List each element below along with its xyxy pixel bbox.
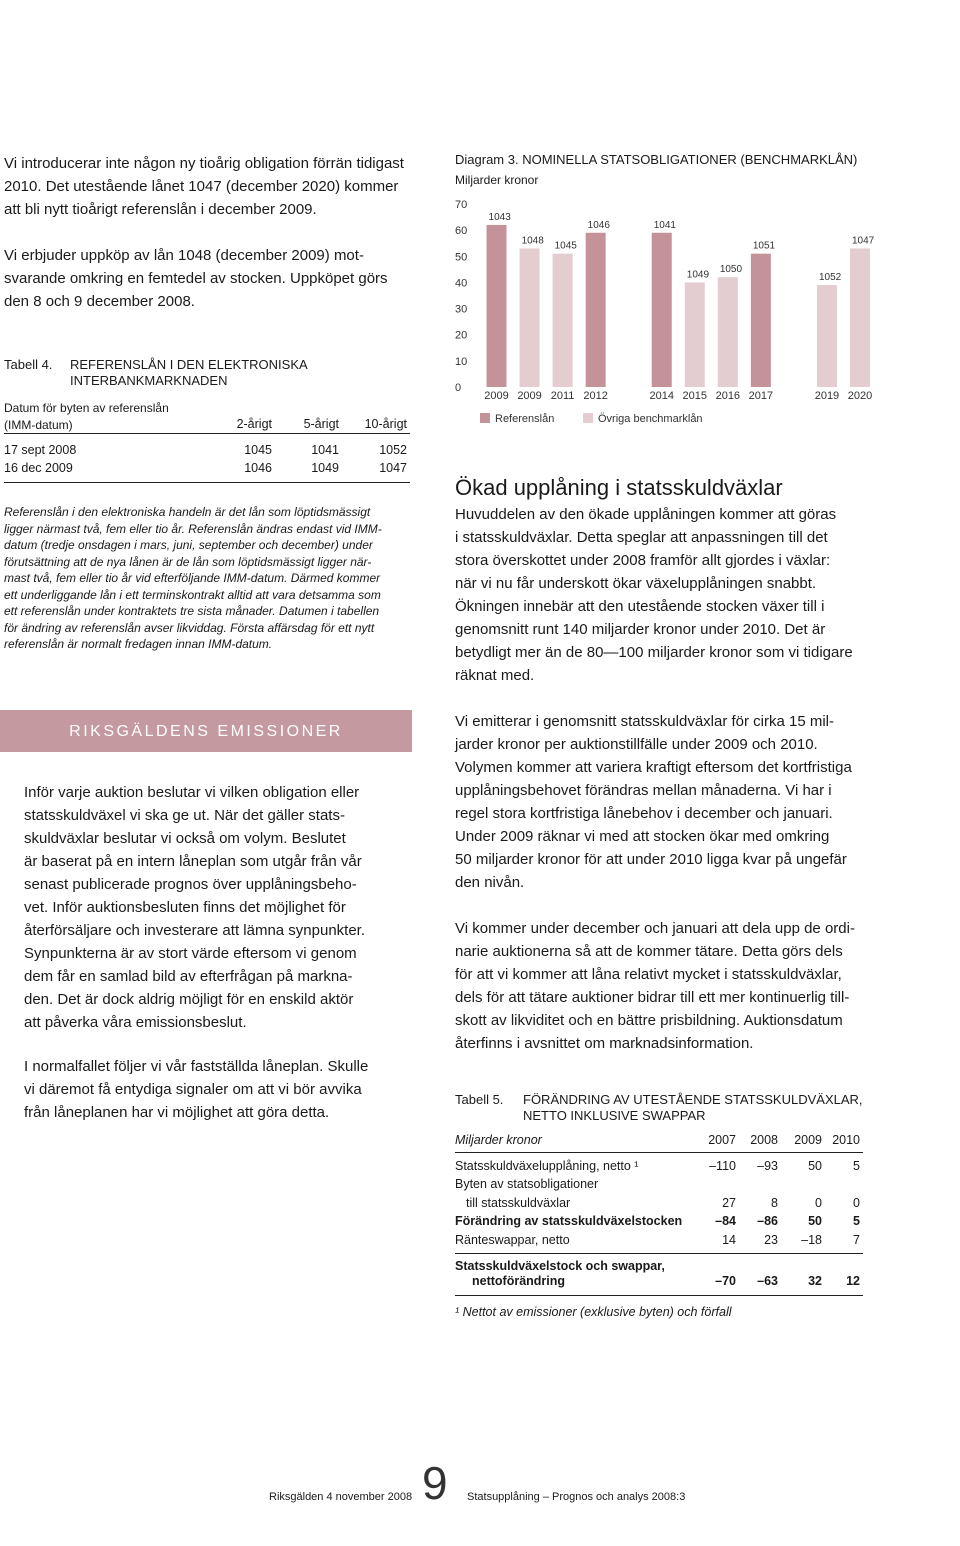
x-tick-label: 2017 xyxy=(748,390,774,402)
intro-paragraph-2 xyxy=(4,244,424,313)
text-line: återfinns i avsnittet om marknadsinformation. xyxy=(455,1035,754,1052)
bar xyxy=(520,248,540,387)
note-line: Referenslån i den elektroniska handeln är det lån som löptidsmässigt xyxy=(4,505,371,519)
table4-title-line: INTERBANKMARKNADEN xyxy=(70,373,228,388)
total-label-line: Statsskuldväxelstock och swappar, xyxy=(455,1259,665,1273)
y-tick-label: 40 xyxy=(455,277,468,290)
table5-footnote: ¹ Nettot av emissioner (exklusive byten) och förfall xyxy=(455,1305,732,1319)
y-tick-label: 70 xyxy=(455,199,468,211)
text-line: för att vi kommer att låna relativt mycket i statsskuldväxlar, xyxy=(455,966,842,983)
table5-cell: 50 xyxy=(808,1159,822,1173)
note-line: för ändring av referenslån avser likviddag. Första affärsdag för ett nytt xyxy=(4,620,375,635)
x-tick-label: 2012 xyxy=(583,390,608,402)
text-line: statsskuldväxel vi ska ge ut. När det gäller stats- xyxy=(24,807,345,824)
table4-cell: 1041 xyxy=(311,443,339,457)
y-tick-label: 30 xyxy=(455,303,468,316)
note-line: ligger närmast två, fem eller tio år. Referenslån ändras endast vid IMM- xyxy=(4,521,382,536)
text-line: dels för att tätare auktioner bidrar till ett mer kontinuerlig till- xyxy=(455,989,850,1006)
bar-label: 1052 xyxy=(818,272,842,284)
table5-row-label: Förändring av statsskuldväxelstocken xyxy=(455,1214,683,1228)
table4-title xyxy=(70,357,308,389)
text-line: skuldväxlar beslutar vi också om volym. Beslutet xyxy=(24,830,346,847)
diagram3-caption xyxy=(455,152,857,167)
text-line: Huvuddelen av den ökade upplåningen kommer att göras xyxy=(455,506,837,523)
page-number: 9 xyxy=(422,1457,448,1509)
text-line: i statsskuldväxlar. Detta speglar att anpassningen till det xyxy=(455,529,828,546)
table5-cell: 8 xyxy=(771,1196,778,1210)
y-tick-label: 50 xyxy=(455,251,468,264)
table4-cell: 1052 xyxy=(379,443,407,457)
text-line: genomsnitt runt 140 miljarder kronor under 2010. Det är xyxy=(455,621,826,638)
table4-header xyxy=(4,400,169,434)
table5-cell: 7 xyxy=(853,1233,860,1247)
table5-year: 2007 xyxy=(708,1133,736,1147)
table4-rule xyxy=(4,482,410,483)
bar xyxy=(817,285,837,387)
table4-col-header: 10-årigt xyxy=(364,417,407,431)
table5-total: 32 xyxy=(808,1274,822,1288)
bar-label: 1048 xyxy=(521,235,544,247)
table5-row-label: Statsskuldväxelupplåning, netto ¹ xyxy=(455,1159,639,1173)
bar-label: 1049 xyxy=(686,269,710,281)
table5-title-line: NETTO INKLUSIVE SWAPPAR xyxy=(523,1108,706,1123)
table5-rule xyxy=(455,1295,863,1296)
box-paragraph-1 xyxy=(24,781,414,1034)
bar-label: 1041 xyxy=(653,219,676,231)
table5-rule xyxy=(455,1152,863,1153)
x-tick-label: 2019 xyxy=(814,390,840,402)
table5-cell: –18 xyxy=(801,1233,822,1247)
table5-cell: 50 xyxy=(808,1214,822,1228)
text-line: den nivån. xyxy=(455,874,525,891)
text-line: I normalfallet följer vi vår fastställda låneplan. Skulle xyxy=(24,1058,369,1075)
text-line: 50 miljarder kronor för att under 2010 ligga kvar på ungefär xyxy=(455,851,847,868)
diagram3-label: Diagram 3. xyxy=(455,152,519,167)
note-line: ett referenslån under kontraktets tre sista månader. Datumen i tabellen xyxy=(4,604,380,618)
bar xyxy=(487,225,507,387)
bar-label: 1047 xyxy=(852,235,875,247)
y-tick-label: 60 xyxy=(455,225,468,238)
right-paragraph-2 xyxy=(455,710,875,894)
benchmark-bar-chart xyxy=(440,190,880,440)
text-line: regel stora kortfristiga lånebehov i december och januari. xyxy=(455,805,833,822)
bar-label: 1046 xyxy=(587,219,610,231)
table4-header-line: (IMM-datum) xyxy=(4,418,73,432)
text-line: räknat med. xyxy=(455,667,535,684)
table5-title xyxy=(523,1092,863,1124)
text-line: att bli nytt tioårigt referenslån i december 2009. xyxy=(4,201,317,218)
bar xyxy=(553,254,573,387)
table5-cell: 5 xyxy=(853,1159,860,1173)
table4-label: Tabell 4. xyxy=(4,357,53,372)
x-tick-label: 2015 xyxy=(682,390,708,402)
legend-swatch-other xyxy=(583,413,593,423)
text-line: 2010. Det utestående lånet 1047 (december 2020) kommer xyxy=(4,178,399,195)
section-heading: Ökad upplåning i statsskuldväxlar xyxy=(455,475,783,500)
table5-cell: 0 xyxy=(815,1196,822,1210)
table4-col-header: 2-årigt xyxy=(236,417,272,431)
x-tick-label: 2020 xyxy=(847,390,873,402)
table5-cell: 27 xyxy=(722,1196,736,1210)
table5-total: –70 xyxy=(715,1274,736,1288)
bar-label: 1051 xyxy=(752,240,776,252)
right-paragraph-3 xyxy=(455,917,875,1055)
bar xyxy=(652,233,672,387)
text-line: betydligt mer än de 80—100 miljarder kronor som vi tidigare xyxy=(455,644,853,661)
x-tick-label: 2014 xyxy=(649,390,674,402)
table5-cell: 0 xyxy=(853,1196,860,1210)
table5-row-label: Ränteswappar, netto xyxy=(455,1233,570,1247)
intro-paragraph-1 xyxy=(4,152,424,221)
text-line: skott av likviditet och en bättre prisbildning. Auktionsdatum xyxy=(455,1012,843,1029)
text-line: återförsäljare och investerare att lämna synpunkter. xyxy=(24,922,366,939)
text-line: när vi nu får underskott ökar växelupplåningen snabbt. xyxy=(455,575,817,592)
legend-label-ref: Referenslån xyxy=(495,413,555,425)
y-tick-label: 10 xyxy=(455,355,468,368)
x-tick-label: 2011 xyxy=(550,390,575,402)
bar xyxy=(586,233,606,387)
legend-swatch-ref xyxy=(480,413,490,423)
text-line: den 8 och 9 december 2008. xyxy=(4,293,195,310)
table5-cell: 23 xyxy=(764,1233,778,1247)
x-tick-label: 2009 xyxy=(484,390,509,402)
table5-year: 2008 xyxy=(750,1133,778,1147)
y-tick-label: 0 xyxy=(455,382,462,394)
text-line: senast publicerade prognos över upplåningsbeho- xyxy=(24,876,357,893)
text-line: Ökningen innebär att den utestående stocken växer till i xyxy=(455,598,825,615)
table5-cell: –110 xyxy=(709,1159,736,1173)
bar xyxy=(685,282,705,387)
text-line: Volymen kommer att variera kraftigt eftersom det kortfristiga xyxy=(455,759,852,776)
bar xyxy=(718,277,738,387)
x-tick-label: 2009 xyxy=(517,390,542,402)
note-line: datum (tredje onsdagen i mars, juni, september och december) under xyxy=(4,538,373,552)
bar xyxy=(751,254,771,387)
table4-cell: 1046 xyxy=(244,461,272,475)
box-heading-banner xyxy=(0,710,412,752)
table5-total: –63 xyxy=(757,1274,778,1288)
table5-title-line: FÖRÄNDRING AV UTESTÅENDE STATSSKULDVÄXLAR, xyxy=(523,1092,863,1107)
text-line: vet. Inför auktionsbesluten finns det möjlighet för xyxy=(24,899,346,916)
table5-cell: 5 xyxy=(853,1214,860,1228)
table5-rule xyxy=(455,1253,863,1254)
note-line: förutsättning att de nya lånen är de lån som löptidsmässigt ligger när- xyxy=(4,554,372,569)
text-line: den. Det är dock aldrig möjligt för en enskild aktör xyxy=(24,991,354,1008)
box-heading: RIKSGÄLDENS EMISSIONER xyxy=(69,723,343,740)
table5-cell: –93 xyxy=(757,1159,778,1173)
text-line: Inför varje auktion beslutar vi vilken obligation eller xyxy=(24,784,360,801)
table4-row-date: 16 dec 2009 xyxy=(4,461,73,475)
note-line: referenslån är normalt fredagen innan IMM-datum. xyxy=(4,637,273,651)
table4-cell: 1045 xyxy=(244,443,272,457)
note-line: mast två, fem eller tio år vid efterföljande IMM-datum. Därmed kommer xyxy=(4,571,381,585)
text-line: svarande omkring en femtedel av stocken. Uppköpet görs xyxy=(4,270,388,287)
table4-rule xyxy=(4,433,410,434)
table4-col-header: 5-årigt xyxy=(303,417,339,431)
legend-label-other: Övriga benchmarklån xyxy=(598,413,703,425)
y-tick-label: 20 xyxy=(455,329,468,342)
table5-year: 2009 xyxy=(794,1133,822,1147)
table5-cell: –86 xyxy=(757,1214,778,1228)
text-line: vi däremot få entydiga signaler om att vi bör avvika xyxy=(24,1081,362,1098)
text-line: jarder kronor per auktionstillfälle under 2009 och 2010. xyxy=(455,736,818,753)
table4-note xyxy=(4,504,414,653)
table4-title-line: REFERENSLÅN I DEN ELEKTRONISKA xyxy=(70,357,308,372)
table5-label: Tabell 5. xyxy=(455,1092,504,1107)
right-paragraph-1 xyxy=(455,503,875,687)
text-line: Under 2009 räknar vi med att stocken ökar med omkring xyxy=(455,828,830,845)
table4-cell: 1047 xyxy=(379,461,407,475)
table5-total-label xyxy=(455,1259,665,1289)
note-line: ett underliggande lån i ett terminskontrakt alltid att vara detsamma som xyxy=(4,587,381,602)
text-line: narie auktionerna så att de kommer tätare. Detta görs dels xyxy=(455,943,843,960)
table5-row-label: till statsskuldväxlar xyxy=(466,1196,571,1210)
text-line: upplåningsbehovet förändras mellan månaderna. Vi har i xyxy=(455,782,832,799)
text-line: Vi erbjuder uppköp av lån 1048 (december 2009) mot- xyxy=(4,247,364,264)
footer-left: Riksgälden 4 november 2008 xyxy=(269,1491,413,1503)
table4-cell: 1049 xyxy=(311,461,339,475)
table5-cell: –84 xyxy=(715,1214,736,1228)
table4-header-line: Datum för byten av referenslån xyxy=(4,401,169,415)
diagram3-title: NOMINELLA STATSOBLIGATIONER (BENCHMARKLÅN) xyxy=(522,152,858,167)
bar-label: 1045 xyxy=(554,240,577,252)
text-line: dem får en samlad bild av efterfrågan på markna- xyxy=(24,968,353,985)
footer-right: Statsupplåning – Prognos och analys 2008:3 xyxy=(467,1491,686,1503)
total-label-line: nettoförändring xyxy=(472,1274,566,1288)
table5-total: 12 xyxy=(846,1274,860,1288)
text-line: Synpunkterna är av stort värde eftersom vi genom xyxy=(24,945,357,962)
text-line: Vi introducerar inte någon ny tioårig obligation förrän tidigast xyxy=(4,155,404,172)
text-line: att påverka våra emissionsbeslut. xyxy=(24,1014,247,1031)
table4-row-date: 17 sept 2008 xyxy=(4,443,77,457)
x-tick-label: 2016 xyxy=(715,390,741,402)
bar xyxy=(850,248,870,387)
bar-label: 1043 xyxy=(488,211,511,223)
text-line: Vi emitterar i genomsnitt statsskuldväxlar för cirka 15 mil- xyxy=(455,713,835,730)
table5-cell: 14 xyxy=(722,1233,736,1247)
table5-year: 2010 xyxy=(832,1133,860,1147)
text-line: från låneplanen har vi möjlighet att göra detta. xyxy=(24,1104,330,1121)
text-line: Vi kommer under december och januari att dela upp de ordi- xyxy=(455,920,855,937)
text-line: stora överskottet under 2008 framför allt gjordes i växlar: xyxy=(455,552,831,569)
table5-unit: Miljarder kronor xyxy=(455,1133,542,1147)
bar-label: 1050 xyxy=(719,264,743,276)
box-paragraph-2 xyxy=(24,1055,414,1124)
table5-row-label: Byten av statsobligationer xyxy=(455,1177,599,1191)
diagram3-subtitle: Miljarder kronor xyxy=(455,173,539,187)
text-line: är baserat på en intern låneplan som utgår från vår xyxy=(24,853,362,870)
